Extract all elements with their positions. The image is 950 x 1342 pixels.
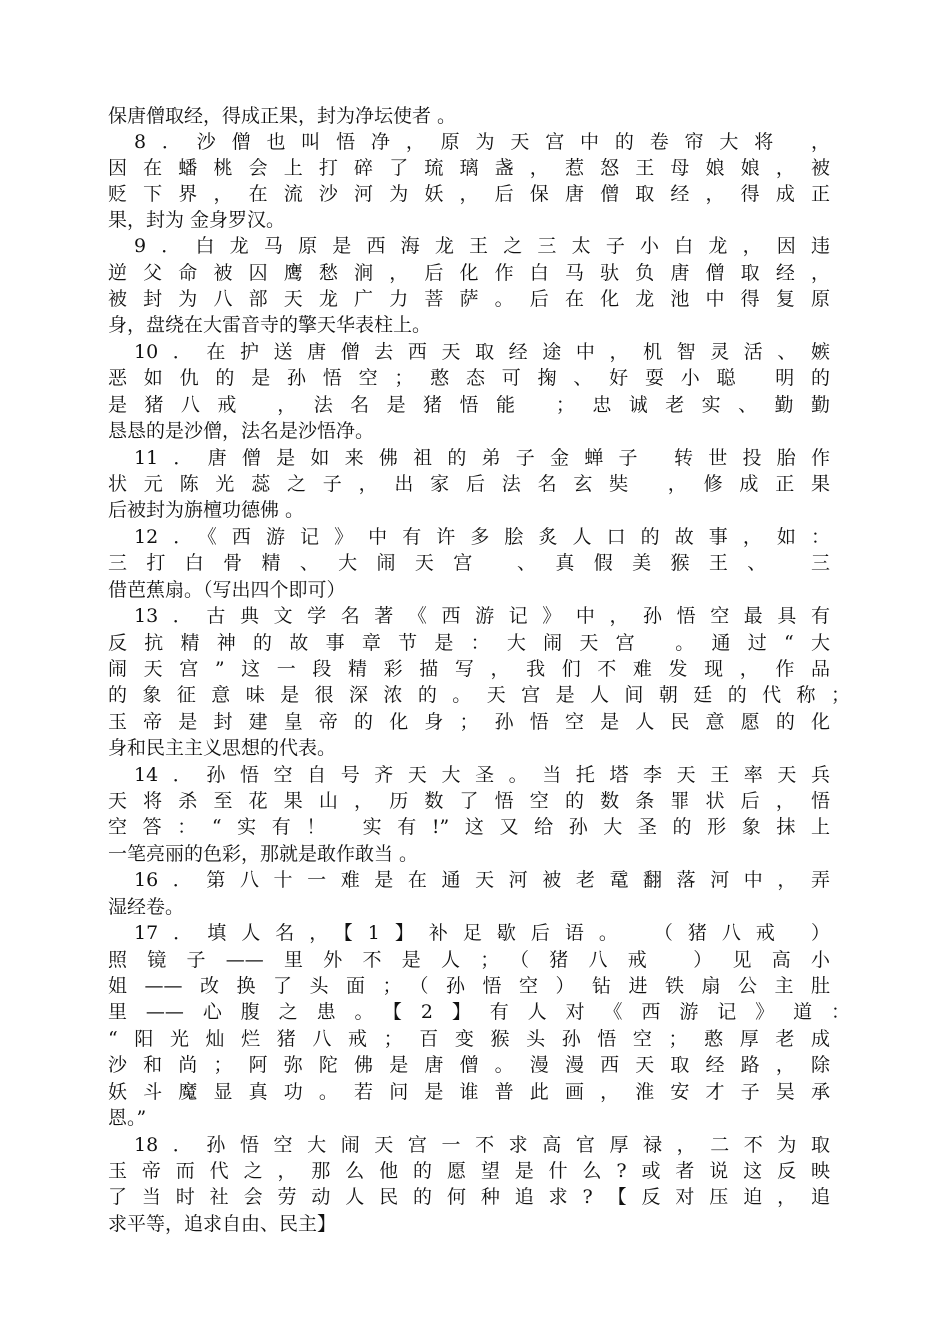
text-line: 玉帝而代之，那么他的愿望是什么?或者说这反映: [108, 1160, 830, 1182]
text-line: 沙和尚；阿弥陀佛是唐僧。漫漫西天取经路，除: [108, 1054, 830, 1076]
text-line: 空答：“实有！ 实有!”这又给孙大圣的形象抹上: [108, 816, 830, 838]
text-line: 借芭蕉扇。（写出四个即可）: [108, 579, 346, 601]
text-line: 果，封为 金身罗汉。: [108, 209, 286, 231]
text-line: 三打白骨精、大闹天宫 、真假美猴王、 三: [108, 552, 830, 574]
text-line: 一笔亮丽的色彩，那就是敢作敢当 。: [108, 843, 419, 865]
text-line: 11．唐僧是如来佛祖的弟子金蝉子 转世投胎作: [134, 447, 830, 469]
text-line: 天将杀至花果山，历数了悟空的数条罪状后，悟: [108, 790, 830, 812]
text-line: 湿经卷。: [108, 896, 185, 918]
text-line: 是猪八戒 ，法名是猪悟能 ；忠诚老实、勤勤: [108, 394, 830, 416]
text-line: 反抗精神的故事章节是：大闹天宫 。通过“大: [108, 632, 830, 654]
text-line: 身，盘绕在大雷音寺的擎天华表柱上。: [108, 314, 432, 336]
text-line: 后被封为旃檀功德佛 。: [108, 499, 305, 521]
text-line: 被封为八部天龙广力菩萨。后在化龙池中得复原: [108, 288, 830, 310]
text-line: 姐——改换了头面；（孙悟空）钻进铁扇公主肚: [108, 975, 830, 997]
text-line: 17．填人名，【1】补足歇后语。 （猪八戒 ）: [134, 922, 830, 944]
text-line: 恩。”: [108, 1107, 147, 1129]
text-line: 14．孙悟空自号齐天大圣。当托塔李天王率天兵: [134, 764, 830, 786]
text-line: 状元陈光蕊之子，出家后法名玄奘 ，修成正果: [108, 473, 830, 495]
text-line: 恳恳的是沙僧，法名是沙悟净。: [108, 420, 375, 442]
text-line: 保唐僧取经，得成正果，封为净坛使者 。: [108, 105, 457, 127]
text-line: 玉帝是封建皇帝的化身；孙悟空是人民意愿的化: [108, 711, 830, 733]
text-line: 妖斗魔显真功。若问是谁普此画，淮安才子吴承: [108, 1081, 830, 1103]
text-line: 闹天宫”这一段精彩描写，我们不难发现，作品: [108, 658, 830, 680]
text-line: 恶如仇的是孙悟空；憨态可掬、好耍小聪 明的: [108, 367, 830, 389]
text-line: 18．孙悟空大闹天宫一不求高官厚禄，二不为取: [134, 1134, 830, 1156]
text-line: 12．《西游记》中有许多脍炙人口的故事，如：: [134, 526, 830, 548]
text-line: 求平等，追求自由、民主】: [108, 1213, 337, 1235]
text-line: 逆父命被囚鹰愁涧，后化作白马驮负唐僧取经，: [108, 262, 830, 284]
text-line: 的象征意味是很深浓的。天宫是人间朝廷的代称；: [108, 684, 850, 706]
text-line: 13．古典文学名著《西游记》中，孙悟空最具有: [134, 605, 830, 627]
text-line: 贬下界，在流沙河为妖，后保唐僧取经，得成正: [108, 183, 830, 205]
text-line: 10．在护送唐僧去西天取经途中，机智灵活、嫉: [134, 341, 830, 363]
text-line: “阳光灿烂猪八戒；百变猴头孙悟空；憨厚老成: [108, 1028, 830, 1050]
text-line: 9．白龙马原是西海龙王之三太子小白龙，因违: [134, 235, 830, 257]
text-line: 照镜子——里外不是人；（猪八戒 ）见高小: [108, 949, 830, 971]
text-line: 因在蟠桃会上打碎了琉璃盏，惹怒王母娘娘，被: [108, 157, 830, 179]
text-line: 8．沙僧也叫悟净，原为天宫中的卷帘大将 ，: [134, 131, 830, 153]
text-line: 16．第八十一难是在通天河被老鼋翻落河中，弄: [134, 869, 830, 891]
text-line: 了当时社会劳动人民的何种追求?【反对压迫，追: [108, 1186, 830, 1208]
text-line: 身和民主主义思想的代表。: [108, 737, 337, 759]
text-line: 里——心腹之患。【2】有人对《西游记》道：: [108, 1001, 850, 1023]
